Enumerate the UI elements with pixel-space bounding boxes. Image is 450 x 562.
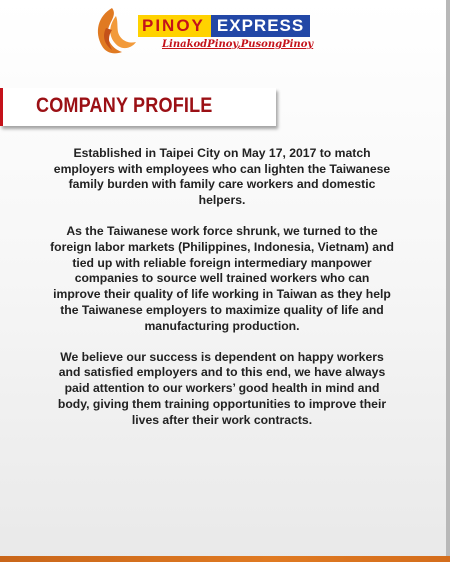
bottom-accent-bar bbox=[0, 556, 450, 562]
brand-word-express: EXPRESS bbox=[211, 15, 310, 37]
brand-word-pinoy: PINOY bbox=[138, 15, 211, 37]
page-title: COMPANY PROFILE bbox=[36, 94, 213, 117]
brand-logo bbox=[92, 6, 352, 62]
paragraph-establishment: Established in Taipei City on May 17, 2017 to match employers with employees who can lighten the Taiwanese family burden with family care workers and domestic helpers. bbox=[53, 146, 391, 208]
brand-name bbox=[138, 15, 310, 37]
paragraph-success: We believe our success is dependent on happy workers and satisfied employers and to this end, we have always paid attention to our workers’ good health in mind and body, giving them training opportunities to improve their lives after their work contracts. bbox=[57, 349, 387, 427]
title-accent-bar bbox=[0, 88, 3, 126]
company-profile-text bbox=[50, 146, 394, 444]
brand-tagline: LinakodPinoy,PusongPinoy bbox=[162, 39, 314, 50]
paragraph-foreign-labor: As the Taiwanese work force shrunk, we turned to the foreign labor markets (Philippines, Indonesia, Vietnam) and tied up with reliable foreign intermediary manpower companies to source well trained workers who can improve their quality of life working in Taiwan as they help the Taiwanese employers to maximize quality of life and manufacturing production. bbox=[50, 224, 394, 333]
page-title-banner bbox=[0, 88, 276, 126]
flame-swoosh-icon bbox=[92, 6, 138, 56]
page-right-edge bbox=[446, 0, 450, 556]
